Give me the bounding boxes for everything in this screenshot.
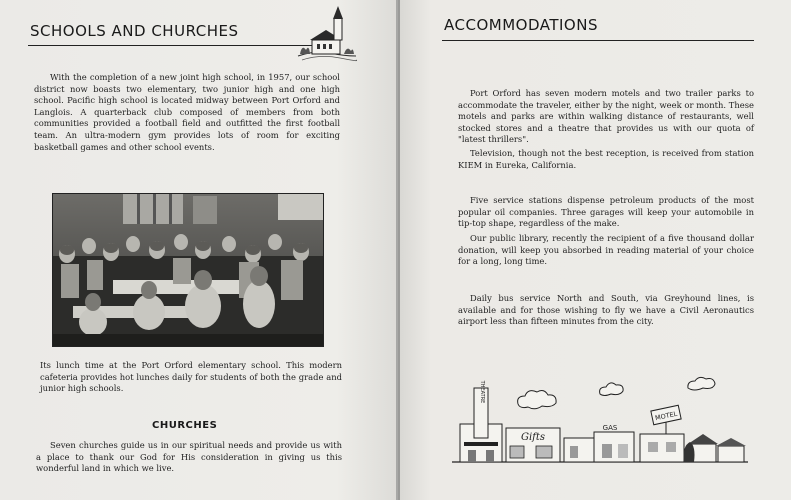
gas-station: [564, 424, 634, 462]
svg-text:GAS: GAS: [602, 424, 618, 432]
churches-paragraph: Seven churches guide us in our spiritual needs and provide us with a place to thank our God for His consideration in giving us this wonderful land in which we live.: [36, 440, 342, 474]
intro-paragraph: With the completion of a new joint high school, in 1957, our school district now boasts two elementary, two junior high and one high school. Pacific high school is located midway between Port Orford and Langlois. A quarterback club composed of members from both communities provided a football field and outfitted the first football team. An ultra-modern gym provides lots of room for exciting basketball games and other school events.: [34, 72, 340, 152]
page-title: ACCOMMODATIONS: [444, 16, 598, 34]
school-cafeteria-photo: [52, 193, 324, 347]
library-paragraph: Our public library, recently the recipient of a five thousand dollar donation, will keep you absorbed in reading material of your choice for a long, long time.: [458, 233, 754, 267]
svg-text:MOTEL: MOTEL: [654, 409, 679, 423]
motel-building: [640, 405, 684, 462]
television-paragraph: Television, though not the best reception, is received from station KIEM in Eureka, California.: [458, 148, 754, 170]
houses: [684, 434, 746, 462]
right-page: [400, 0, 791, 500]
gifts-building: [506, 428, 560, 462]
photo-caption: Its lunch time at the Port Orford elementary school. This modern cafeteria provides hot lunches daily for students of both the grade and junior high schools.: [40, 360, 342, 394]
title-underline: [442, 40, 754, 41]
motels-paragraph: Port Orford has seven modern motels and two trailer parks to accommodate the traveler, either by the night, week or month. These motels and parks are within walking distance of restaurants, well stocked stores and a theatre that provides us with our quota of "latest thrillers".: [458, 88, 754, 145]
svg-text:THEATRE: THEATRE: [479, 380, 485, 404]
page-title: SCHOOLS AND CHURCHES: [30, 22, 239, 40]
churches-heading: CHURCHES: [152, 420, 218, 431]
bus-service-paragraph: Daily bus service North and South, via Greyhound lines, is available and for those wishing to fly we have a Civil Aeronautics airport less than fifteen minutes from the city.: [458, 293, 754, 327]
theatre-building: [460, 380, 502, 462]
svg-text:Gifts: Gifts: [520, 432, 546, 443]
church-illustration: [296, 6, 358, 62]
service-stations-paragraph: Five service stations dispense petroleum products of the most popular oil companies. Three garages will keep your automobile in tip-top shape, regardless of the make.: [458, 195, 754, 229]
title-underline: [28, 45, 318, 46]
town-street-illustration: [452, 376, 758, 472]
